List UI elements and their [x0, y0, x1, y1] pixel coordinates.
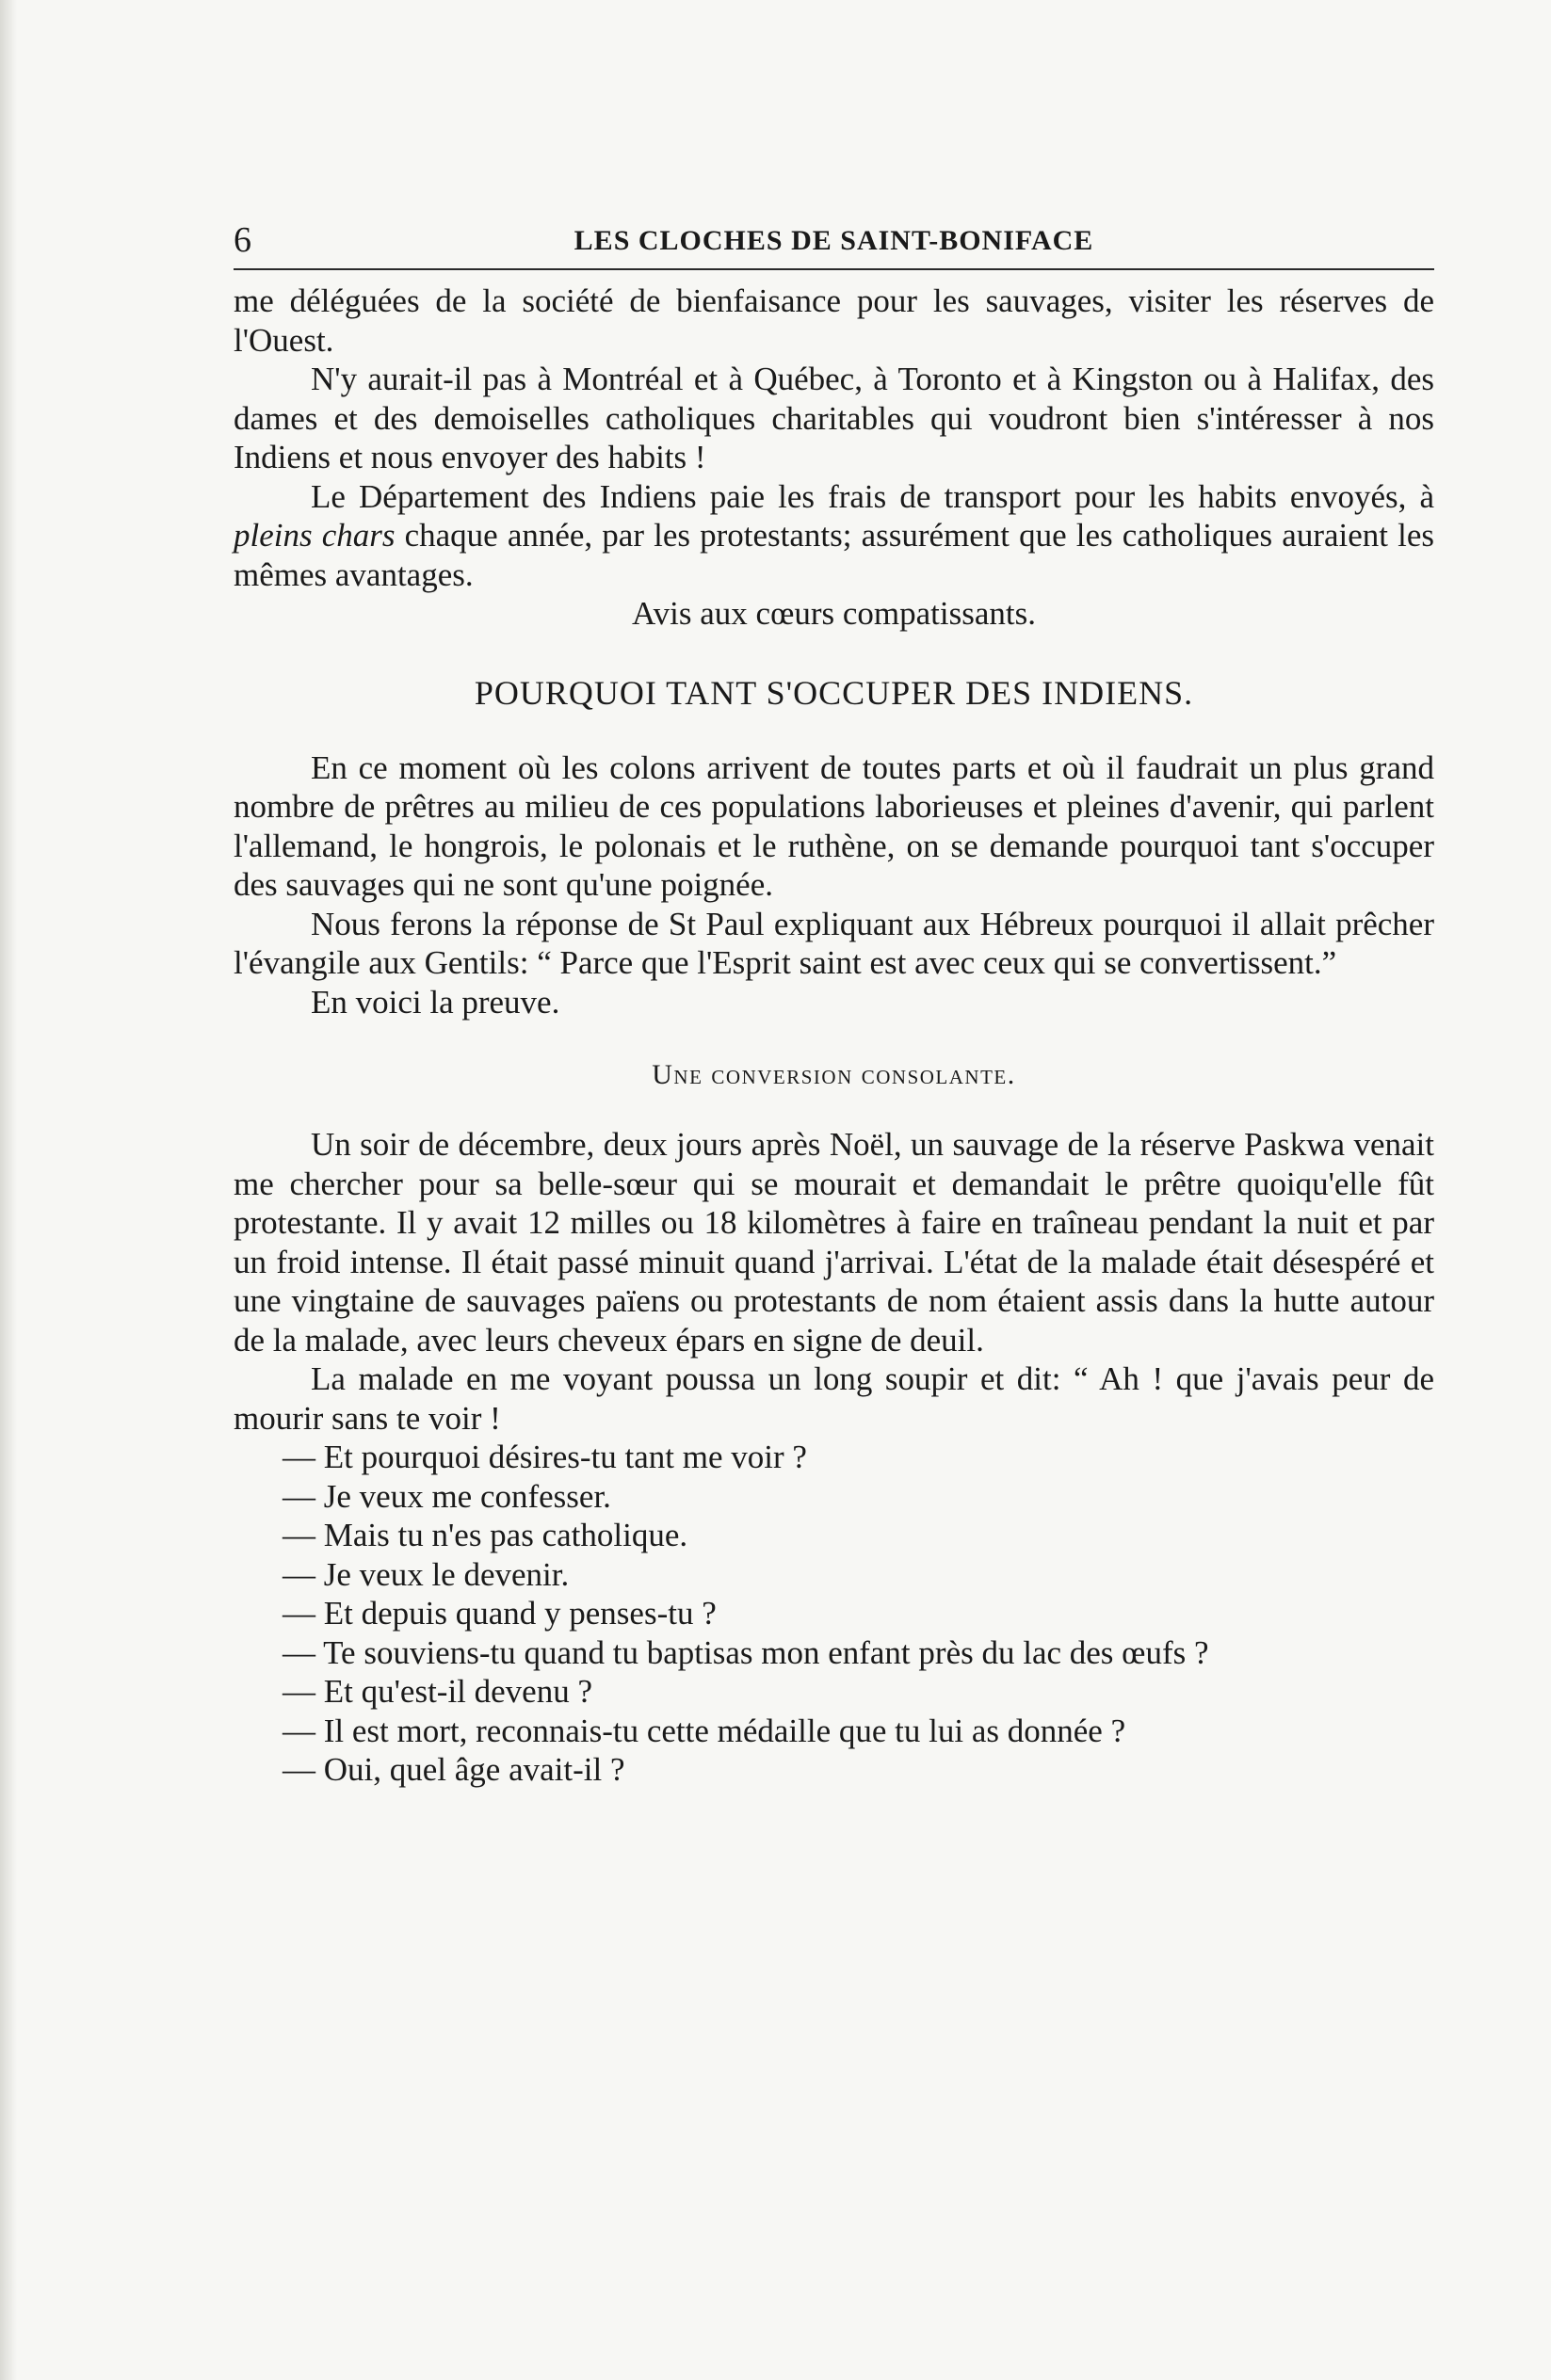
- italic-phrase: pleins chars: [234, 517, 396, 554]
- page-edge-shadow: [0, 0, 17, 2380]
- paragraph: me déléguées de la société de bienfaisance pour les sauvages, visiter les réserves de l'Ouest.: [234, 282, 1434, 359]
- paragraph: Un soir de décembre, deux jours après Noël, un sauvage de la réserve Paskwa venait me chercher pour sa belle-sœur qui se mourait et demandait le prêtre quoiqu'elle fût protestante. Il y avait 12 milles ou 18 kilomètres à faire en traîneau pendant la nuit et par un froid intense. Il était passé minuit quand j'arrivai. L'état de la malade était désespéré et une vingtaine de sauvages païens ou protestants de nom étaient assis dans la hutte autour de la malade, avec leurs cheveux épars en signe de deuil.: [234, 1126, 1434, 1359]
- page-header: [234, 212, 1434, 266]
- paragraph: En ce moment où les colons arrivent de toutes parts et où il faudrait un plus grand nombre de prêtres au milieu de ces populations laborieuses et pleines d'avenir, qui parlent l'allemand, le hongrois, le polonais et le ruthène, on se demande pourquoi tant s'occuper des sauvages qui ne sont qu'une poignée.: [234, 748, 1434, 903]
- header-rule: [234, 268, 1434, 270]
- paragraph: Nous ferons la réponse de St Paul expliquant aux Hébreux pourquoi il allait prêcher l'évangile aux Gentils: “ Parce que l'Esprit saint est avec ceux qui se convertissent.”: [234, 905, 1434, 981]
- running-title: LES CLOCHES DE SAINT-BONIFACE: [574, 225, 1094, 256]
- dialogue-line: — Et pourquoi désires-tu tant me voir ?: [283, 1439, 807, 1475]
- paragraph-text: Le Département des Indiens paie les frais de transport pour les habits envoyés, à: [311, 477, 1434, 515]
- book-page: [234, 212, 1434, 1790]
- dialogue-line: — Et depuis quand y penses-tu ?: [283, 1595, 717, 1632]
- dialogue-line: — Il est mort, reconnais-tu cette médaille que tu lui as donnée ?: [283, 1712, 1126, 1749]
- paragraph: La malade en me voyant poussa un long soupir et dit: “ Ah ! que j'avais peur de mourir sans te voir !: [234, 1360, 1434, 1437]
- subsection-heading: Une conversion consolante.: [652, 1059, 1016, 1090]
- paragraph-text: chaque année, par les protestants; assurément que les catholiques auraient les mêmes avantages.: [234, 517, 1434, 593]
- closing-line: Avis aux cœurs compatissants.: [631, 595, 1036, 632]
- dialogue-line: — Mais tu n'es pas catholique.: [283, 1517, 688, 1553]
- page-number: 6: [234, 220, 251, 260]
- dialogue-line: — Te souviens-tu quand tu baptisas mon enfant près du lac des œufs ?: [283, 1633, 1209, 1671]
- paragraph: [234, 477, 1434, 595]
- section-heading: POURQUOI TANT S'OCCUPER DES INDIENS.: [474, 673, 1194, 712]
- paragraph: En voici la preuve.: [311, 983, 560, 1021]
- dialogue-line: — Je veux le devenir.: [283, 1555, 570, 1593]
- body-text: [234, 281, 1434, 1790]
- dialogue-line: — Oui, quel âge avait-il ?: [283, 1751, 625, 1788]
- dialogue-line: — Je veux me confesser.: [283, 1477, 611, 1515]
- paragraph: N'y aurait-il pas à Montréal et à Québec, à Toronto et à Kingston ou à Halifax, des dames et des demoiselles catholiques charitables qui voudront bien s'intéresser à nos Indiens et nous envoyer des habits !: [234, 361, 1434, 475]
- dialogue-line: — Et qu'est-il devenu ?: [283, 1673, 592, 1710]
